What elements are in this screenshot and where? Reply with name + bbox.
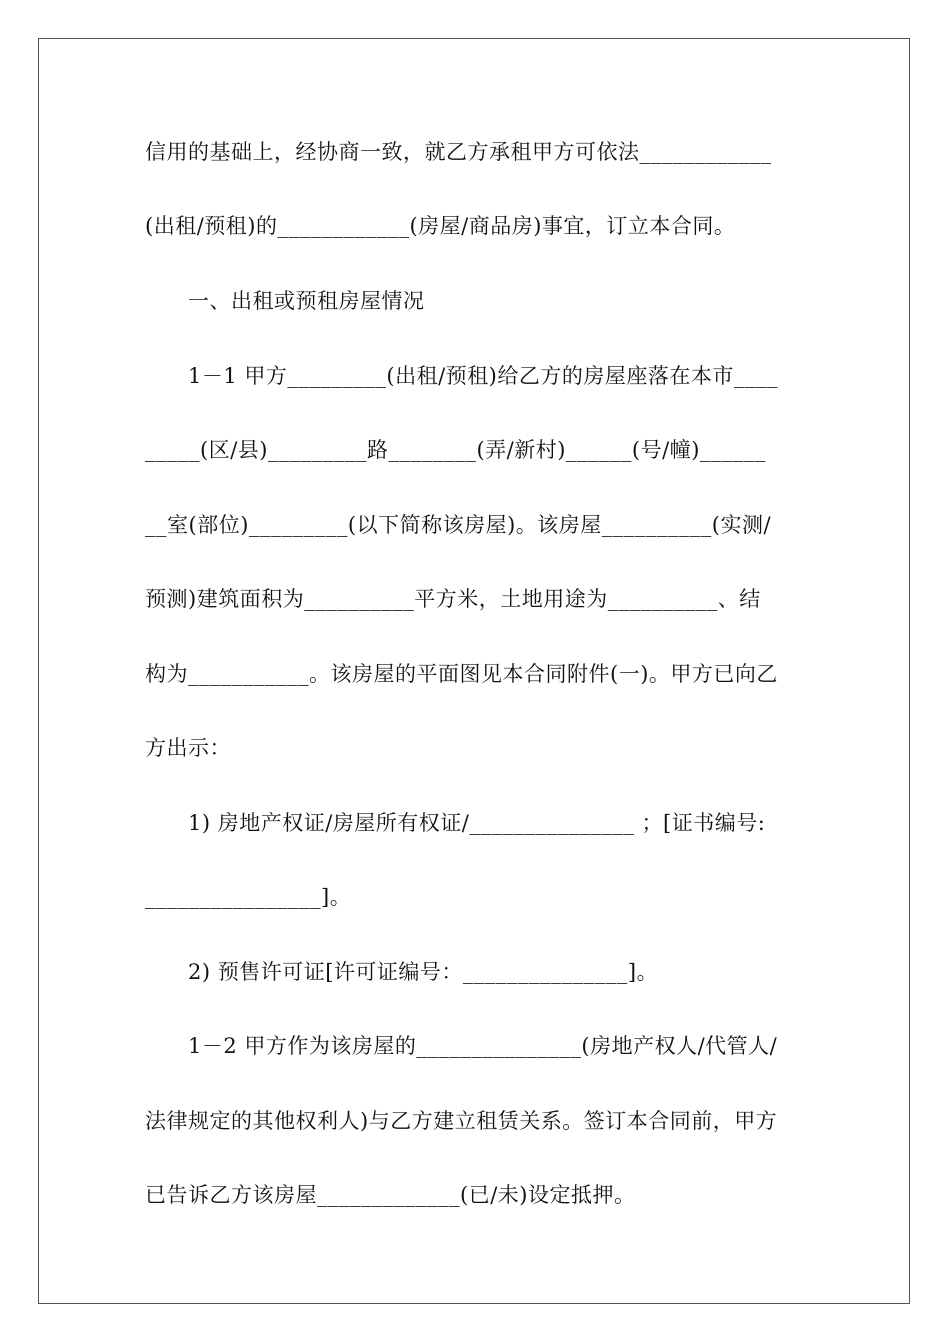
paragraph-line-2: (出租/预租)的____________(房屋/商品房)事宜，订立本合同。 bbox=[145, 214, 736, 238]
clause-1-1-line-5: 构为___________。该房屋的平面图见本合同附件(一)。甲方已向乙 bbox=[145, 662, 778, 686]
clause-1-2-line-1: 1－2 甲方作为该房屋的_______________(房地产权人/代管人/ bbox=[188, 1034, 778, 1058]
clause-1-1-line-6: 方出示： bbox=[145, 736, 231, 760]
clause-1-2-line-3: 已告诉乙方该房屋_____________(已/未)设定抵押。 bbox=[145, 1183, 636, 1207]
clause-1-1-line-4: 预测)建筑面积为__________平方米，土地用途为__________、结 bbox=[145, 587, 761, 611]
clause-1-1-line-2: _____(区/县)_________路________(弄/新村)______(号/幢)______ bbox=[145, 438, 766, 462]
item-1-line-1: 1) 房地产权证/房屋所有权证/_______________ ；[证书编号: bbox=[188, 811, 766, 835]
clause-1-1-line-3: __室(部位)_________(以下简称该房屋)。该房屋__________(实测/ bbox=[145, 513, 772, 537]
section-heading: 一、出租或预租房屋情况 bbox=[188, 289, 425, 313]
item-1-line-2: ________________]。 bbox=[145, 885, 352, 909]
paragraph-line-1: 信用的基础上，经协商一致，就乙方承租甲方可依法____________ bbox=[145, 140, 772, 164]
item-2-line: 2) 预售许可证[许可证编号：_______________]。 bbox=[188, 960, 659, 984]
clause-1-2-line-2: 法律规定的其他权利人)与乙方建立租赁关系。签订本合同前，甲方 bbox=[145, 1109, 778, 1133]
clause-1-1-line-1: 1－1 甲方_________(出租/预租)给乙方的房屋座落在本市____ bbox=[188, 364, 778, 388]
